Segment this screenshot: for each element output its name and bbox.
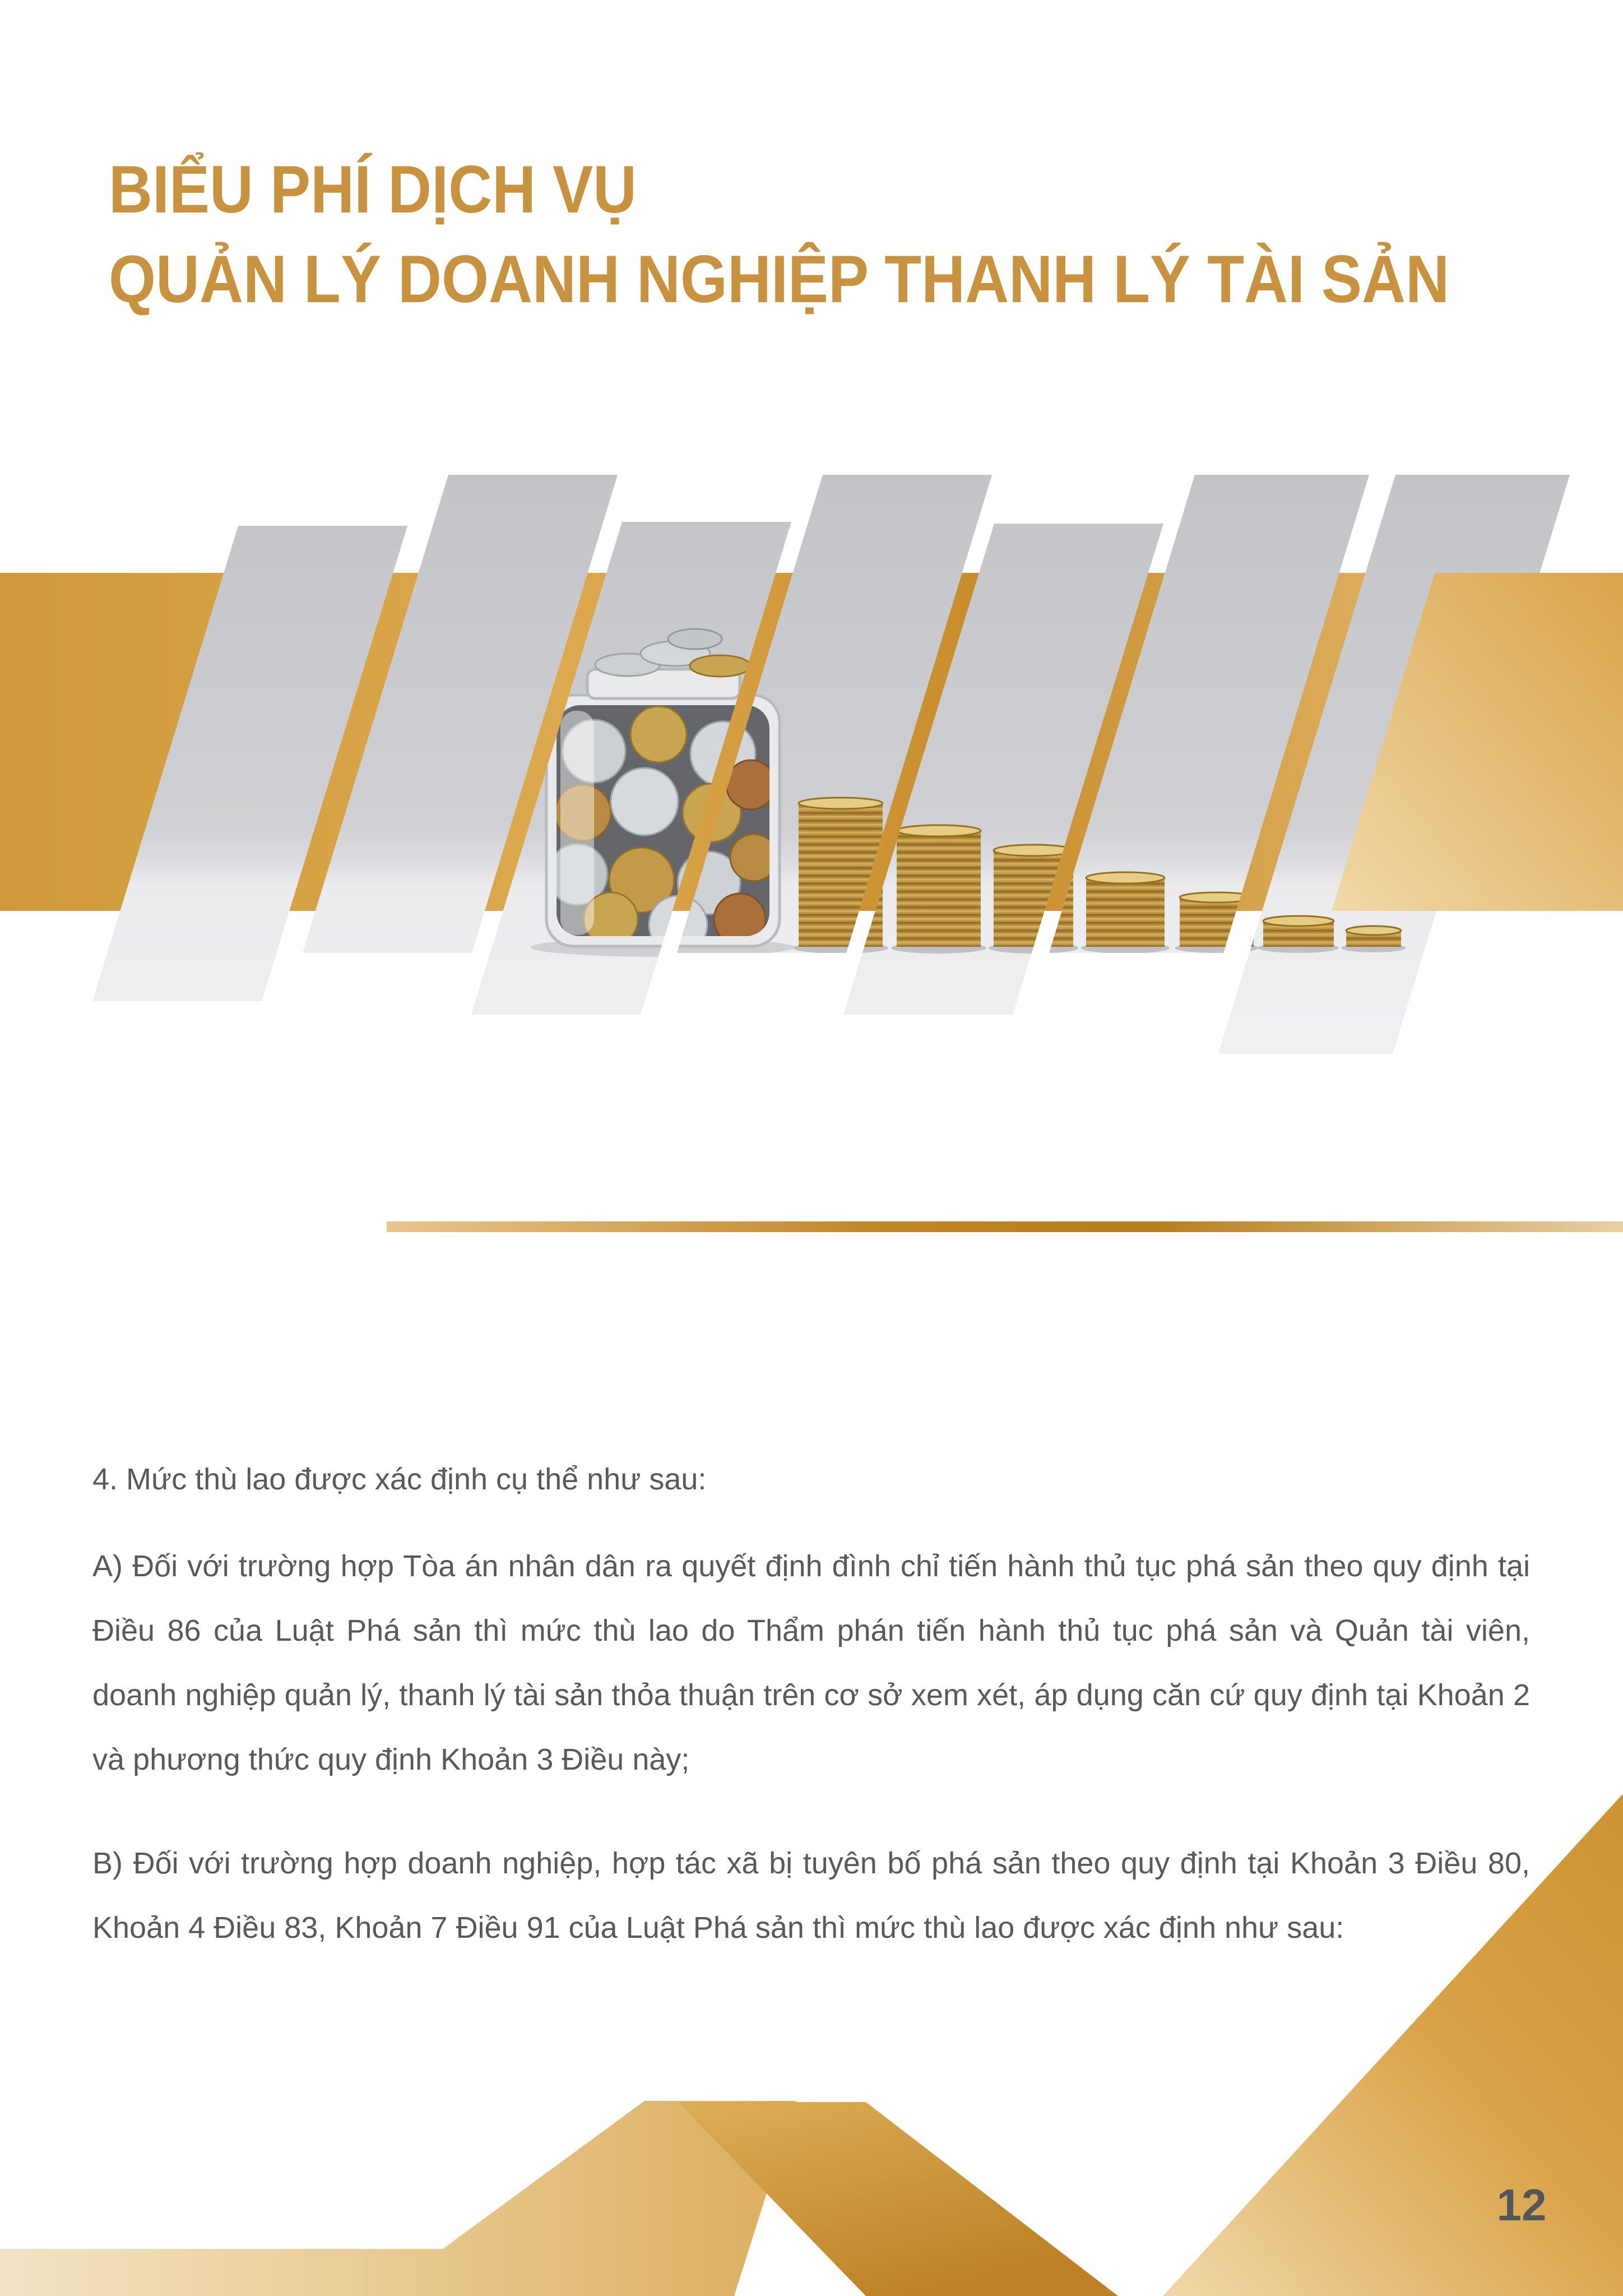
gold-ribbon-decoration	[0, 1788, 1623, 2296]
ribbon-light-shape	[0, 2101, 796, 2296]
photo-strips	[92, 475, 1570, 1054]
page-number: 12	[1496, 2180, 1547, 2230]
coin-photo-collage	[0, 471, 1623, 1065]
gold-divider-rule	[387, 1221, 1623, 1232]
page-title	[109, 145, 1598, 324]
paragraph-a: A) Đối với trường hợp Tòa án nhân dân ra quyết định đình chỉ tiến hành thủ tục phá sản theo quy định tại Điều 86 của Luật Phá sản thì mức thù lao do Thẩm phán tiến hành thủ tục phá sản và Quản tài viên, doanh nghiệp quản lý, thanh lý tài sản thỏa thuận trên cơ sở xem xét, áp dụng căn cứ quy định tại Khoản 2 và phương thức quy định Khoản 3 Điều này;	[92, 1549, 1530, 1776]
page-title-line-1: BIỂU PHÍ DỊCH VỤ	[109, 152, 637, 227]
paragraph-intro: 4. Mức thù lao được xác định cụ thể như sau:	[92, 1462, 707, 1496]
paragraph-b: B) Đối với trường hợp doanh nghiệp, hợp tác xã bị tuyên bố phá sản theo quy định tại Khoản 3 Điều 80, Khoản 4 Điều 83, Khoản 7 Điều 91 của Luật Phá sản thì mức thù lao được xác định như sau:	[92, 1846, 1530, 1945]
page-title-line-2: QUẢN LÝ DOANH NGHIỆP THANH LÝ TÀI SẢN	[109, 242, 1450, 317]
